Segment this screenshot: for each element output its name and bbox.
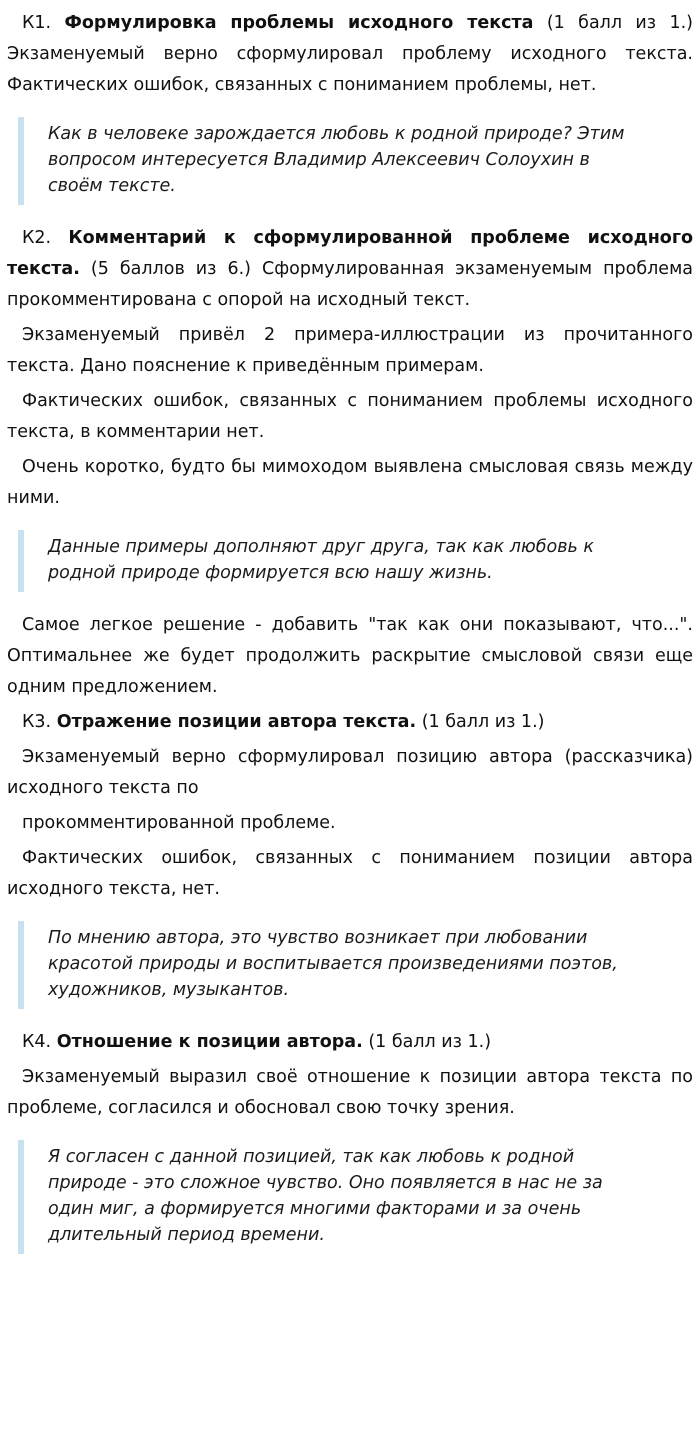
k1-paragraph [7, 8, 693, 101]
k3-quote: По мнению автора, это чувство возникает при любовании красотой природы и воспитывается произведениями поэтов, художников, музыкантов. [48, 928, 618, 1000]
k4-number: К4. [22, 1032, 52, 1052]
k3-quote-block [18, 921, 693, 1009]
k1-score: (1 балл из 1.) [546, 13, 693, 33]
k2-quote: Данные примеры дополняют друг друга, так как любовь к родной природе формируется всю нашу жизнь. [48, 537, 594, 583]
k1-title: Формулировка проблемы исходного текста [64, 13, 534, 33]
k3-position-paragraph: Экзаменуемый верно сформулировал позицию автора (рассказчика) исходного текста по [7, 747, 693, 798]
k3-score: (1 балл из 1.) [421, 712, 545, 732]
k2-score: (5 баллов из 6.) [90, 259, 251, 279]
k2-number: К2. [22, 228, 52, 248]
k1-number: К1. [22, 13, 52, 33]
k4-score: (1 балл из 1.) [368, 1032, 492, 1052]
k4-opinion-paragraph: Экзаменуемый выразил своё отношение к позиции автора текста по проблеме, согласился и обосновал свою точку зрения. [7, 1067, 693, 1118]
k2-errors-paragraph: Фактических ошибок, связанных с пониманием проблемы исходного текста, в комментарии нет. [7, 391, 693, 442]
k3-errors-paragraph: Фактических ошибок, связанных с пониманием позиции автора исходного текста, нет. [7, 848, 693, 899]
k4-quote-block [18, 1140, 693, 1254]
k1-text: Экзаменуемый верно сформулировал проблему исходного текста. Фактических ошибок, связанных с пониманием проблемы, нет. [7, 44, 693, 95]
k2-title: Комментарий к сформулированной проблеме исходного текста. [7, 228, 693, 279]
k3-paragraph [7, 707, 693, 738]
k1-quote-block [18, 117, 693, 205]
k4-quote: Я согласен с данной позицией, так как любовь к родной природе - это сложное чувство. Оно появляется в нас не за один миг, а формируется многими факторами и за очень длительный период времени. [48, 1147, 603, 1245]
evaluation-document [7, 8, 693, 1272]
k2-quote-block [18, 530, 693, 592]
k1-quote: Как в человеке зарождается любовь к родной природе? Этим вопросом интересуется Владимир Алексеевич Солоухин в своём тексте. [48, 124, 625, 196]
k3-number: К3. [22, 712, 52, 732]
k3-title: Отражение позиции автора текста. [56, 712, 417, 732]
k2-text: Сформулированная экзаменуемым проблема прокомментирована с опорой на исходный текст. [7, 259, 693, 310]
k2-advice-paragraph: Самое легкое решение - добавить "так как они показывают, что...". Оптимальнее же будет продолжить раскрытие смысловой связи еще одним предложением. [7, 615, 693, 697]
k2-link-paragraph: Очень коротко, будто бы мимоходом выявлена смысловая связь между ними. [7, 457, 693, 508]
k2-paragraph [7, 223, 693, 316]
k4-title: Отношение к позиции автора. [56, 1032, 363, 1052]
k3-position-continued: прокомментированной проблеме. [22, 813, 336, 833]
k2-examples-paragraph: Экзаменуемый привёл 2 примера-иллюстрации из прочитанного текста. Дано пояснение к приведённым примерам. [7, 325, 693, 376]
k4-paragraph [7, 1027, 693, 1058]
